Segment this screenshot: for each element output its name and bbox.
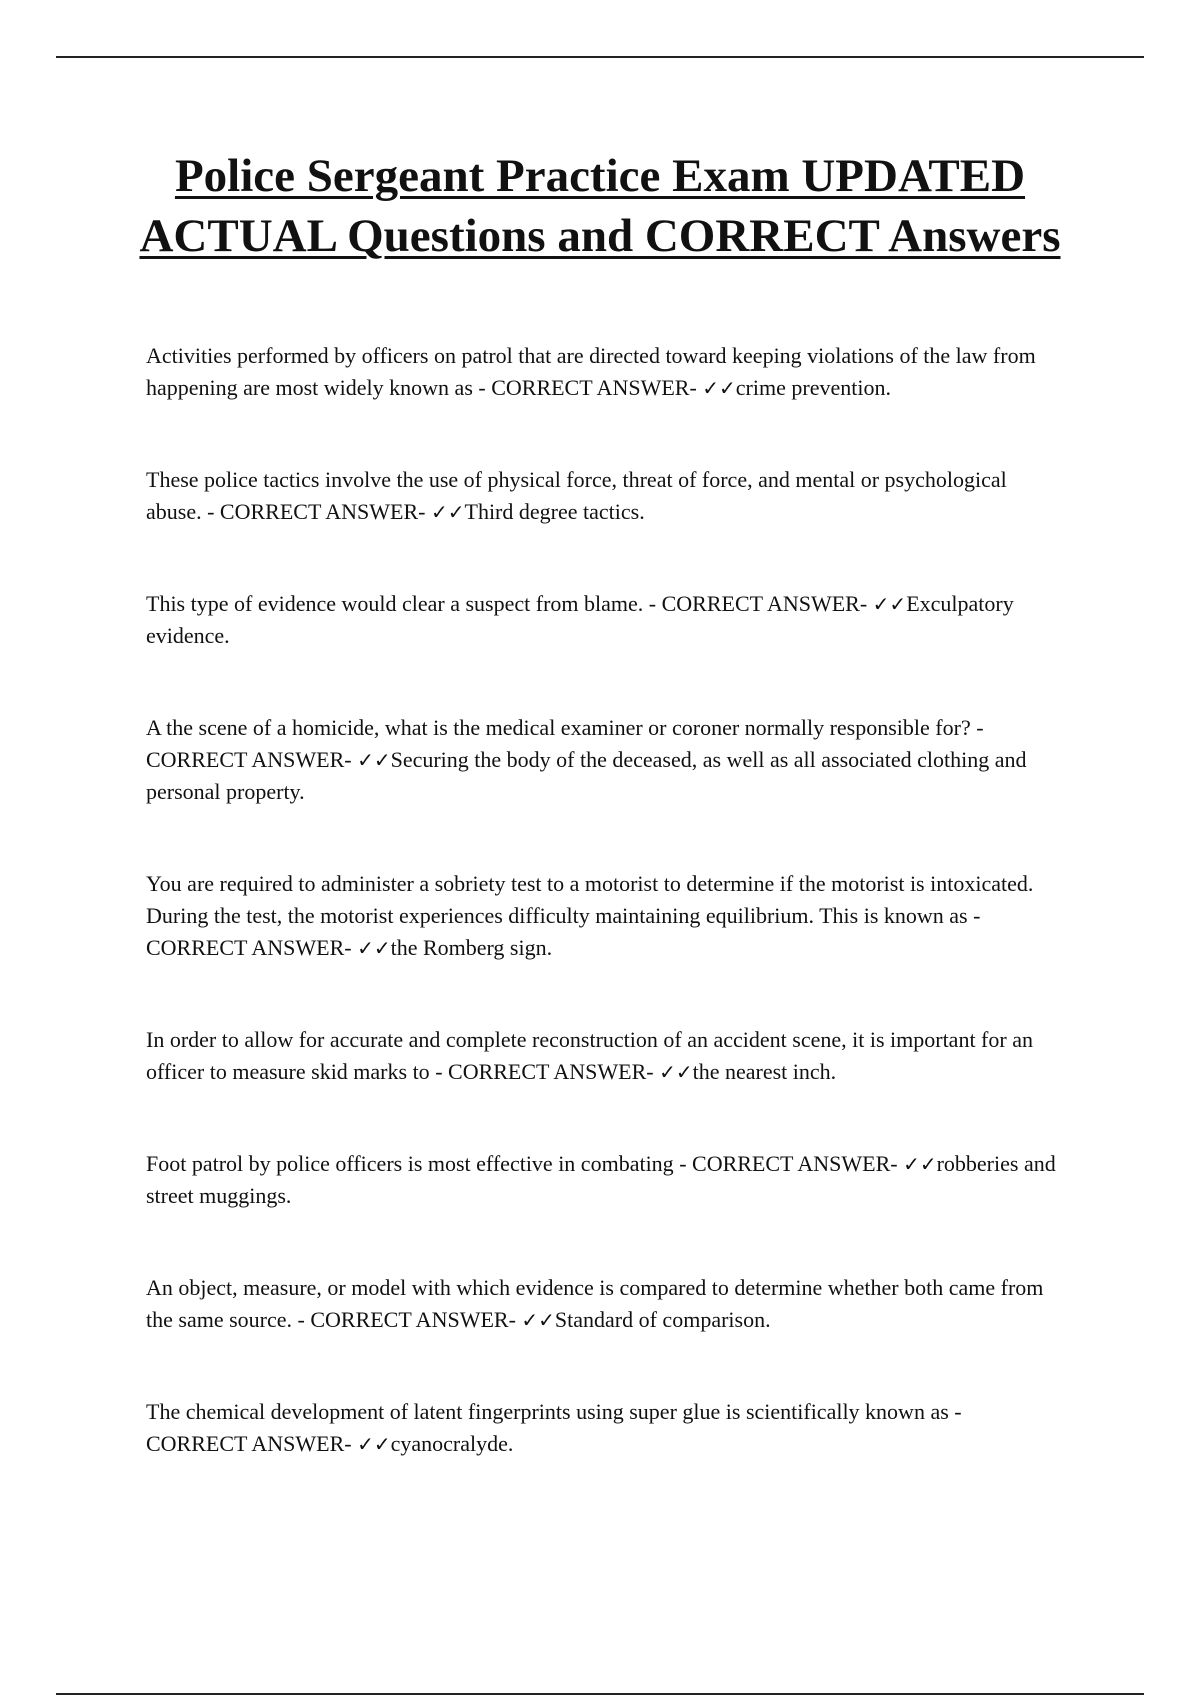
qa-item: This type of evidence would clear a suspect from blame. - CORRECT ANSWER- ✓✓Exculpatory evidence.	[146, 591, 1014, 648]
question-text: Activities performed by officers on patrol that are directed toward keeping violations of the law from happening are most widely known as	[146, 343, 1036, 400]
double-check-icon: ✓✓	[357, 1432, 391, 1456]
qa-item: A the scene of a homicide, what is the medical examiner or coroner normally responsible for? - CORRECT ANSWER- ✓✓Securing the body of the deceased, as well as all associated clothing and personal property.	[146, 715, 1027, 804]
question-text: These police tactics involve the use of physical force, threat of force, and mental or psychological abuse.	[146, 467, 1007, 524]
answer-text: Third degree tactics.	[464, 499, 645, 524]
qa-item: In order to allow for accurate and complete reconstruction of an accident scene, it is important for an officer to measure skid marks to - CORRECT ANSWER- ✓✓the nearest inch.	[146, 1027, 1033, 1084]
answer-text: the Romberg sign.	[390, 935, 553, 960]
answer-marker: CORRECT ANSWER-	[692, 1151, 898, 1176]
double-check-icon: ✓✓	[357, 936, 391, 960]
double-check-icon: ✓✓	[430, 500, 465, 524]
double-check-icon: ✓✓	[659, 1060, 693, 1084]
answer-text: the nearest inch.	[692, 1059, 837, 1084]
page-title: Police Sergeant Practice Exam UPDATED ACTUAL Questions and CORRECT Answers	[139, 150, 1061, 262]
qa-item: These police tactics involve the use of physical force, threat of force, and mental or psychological abuse. - CORRECT ANSWER- ✓✓Third degree tactics.	[146, 467, 1007, 524]
answer-marker: CORRECT ANSWER-	[448, 1059, 654, 1084]
answer-text: Standard of comparison.	[554, 1307, 771, 1332]
answer-marker: CORRECT ANSWER-	[491, 375, 697, 400]
answer-text: Exculpatory evidence.	[146, 591, 1014, 648]
qa-item: The chemical development of latent fingerprints using super glue is scientifically known as - CORRECT ANSWER- ✓✓cyanocralyde.	[146, 1399, 962, 1456]
answer-marker: CORRECT ANSWER-	[146, 1431, 352, 1456]
double-check-icon: ✓✓	[357, 748, 391, 772]
answer-marker: CORRECT ANSWER-	[146, 935, 352, 960]
answer-marker: CORRECT ANSWER-	[146, 747, 352, 772]
double-check-icon: ✓✓	[702, 376, 736, 400]
answer-marker: CORRECT ANSWER-	[219, 499, 426, 524]
qa-item: You are required to administer a sobriety test to a motorist to determine if the motorist is intoxicated. During the test, the motorist experiences difficulty maintaining equilibrium. This is known as - CORRECT ANSWER- ✓✓the Romberg sign.	[146, 871, 1034, 960]
question-text: You are required to administer a sobriety test to a motorist to determine if the motorist is intoxicated. During the test, the motorist experiences difficulty maintaining equilibrium. This is known as	[146, 871, 1034, 928]
qa-item: Foot patrol by police officers is most effective in combating - CORRECT ANSWER- ✓✓robberies and street muggings.	[146, 1151, 1056, 1208]
bottom-rule	[56, 1693, 1144, 1695]
question-text: This type of evidence would clear a suspect from blame.	[146, 591, 644, 616]
answer-text: crime prevention.	[735, 375, 891, 400]
question-text: An object, measure, or model with which evidence is compared to determine whether both came from the same source.	[146, 1275, 1044, 1332]
top-rule	[56, 56, 1144, 58]
answer-text: cyanocralyde.	[390, 1431, 514, 1456]
answer-text: robberies and street muggings.	[146, 1151, 1056, 1208]
question-text: The chemical development of latent fingerprints using super glue is scientifically known as	[146, 1399, 949, 1424]
answer-marker: CORRECT ANSWER-	[661, 591, 868, 616]
answer-marker: CORRECT ANSWER-	[310, 1307, 516, 1332]
double-check-icon: ✓✓	[903, 1152, 937, 1176]
question-text: A the scene of a homicide, what is the medical examiner or coroner normally responsible for?	[146, 715, 971, 740]
double-check-icon: ✓✓	[521, 1308, 555, 1332]
qa-item: Activities performed by officers on patrol that are directed toward keeping violations of the law from happening are most widely known as - CORRECT ANSWER- ✓✓crime prevention.	[146, 343, 1036, 400]
question-text: In order to allow for accurate and complete reconstruction of an accident scene, it is important for an officer to measure skid marks to	[146, 1027, 1033, 1084]
double-check-icon: ✓✓	[872, 592, 907, 616]
answer-text: Securing the body of the deceased, as well as all associated clothing and personal property.	[146, 747, 1027, 804]
qa-list	[146, 340, 1066, 1520]
question-text: Foot patrol by police officers is most effective in combating	[146, 1151, 674, 1176]
qa-item: An object, measure, or model with which evidence is compared to determine whether both came from the same source. - CORRECT ANSWER- ✓✓Standard of comparison.	[146, 1275, 1044, 1332]
